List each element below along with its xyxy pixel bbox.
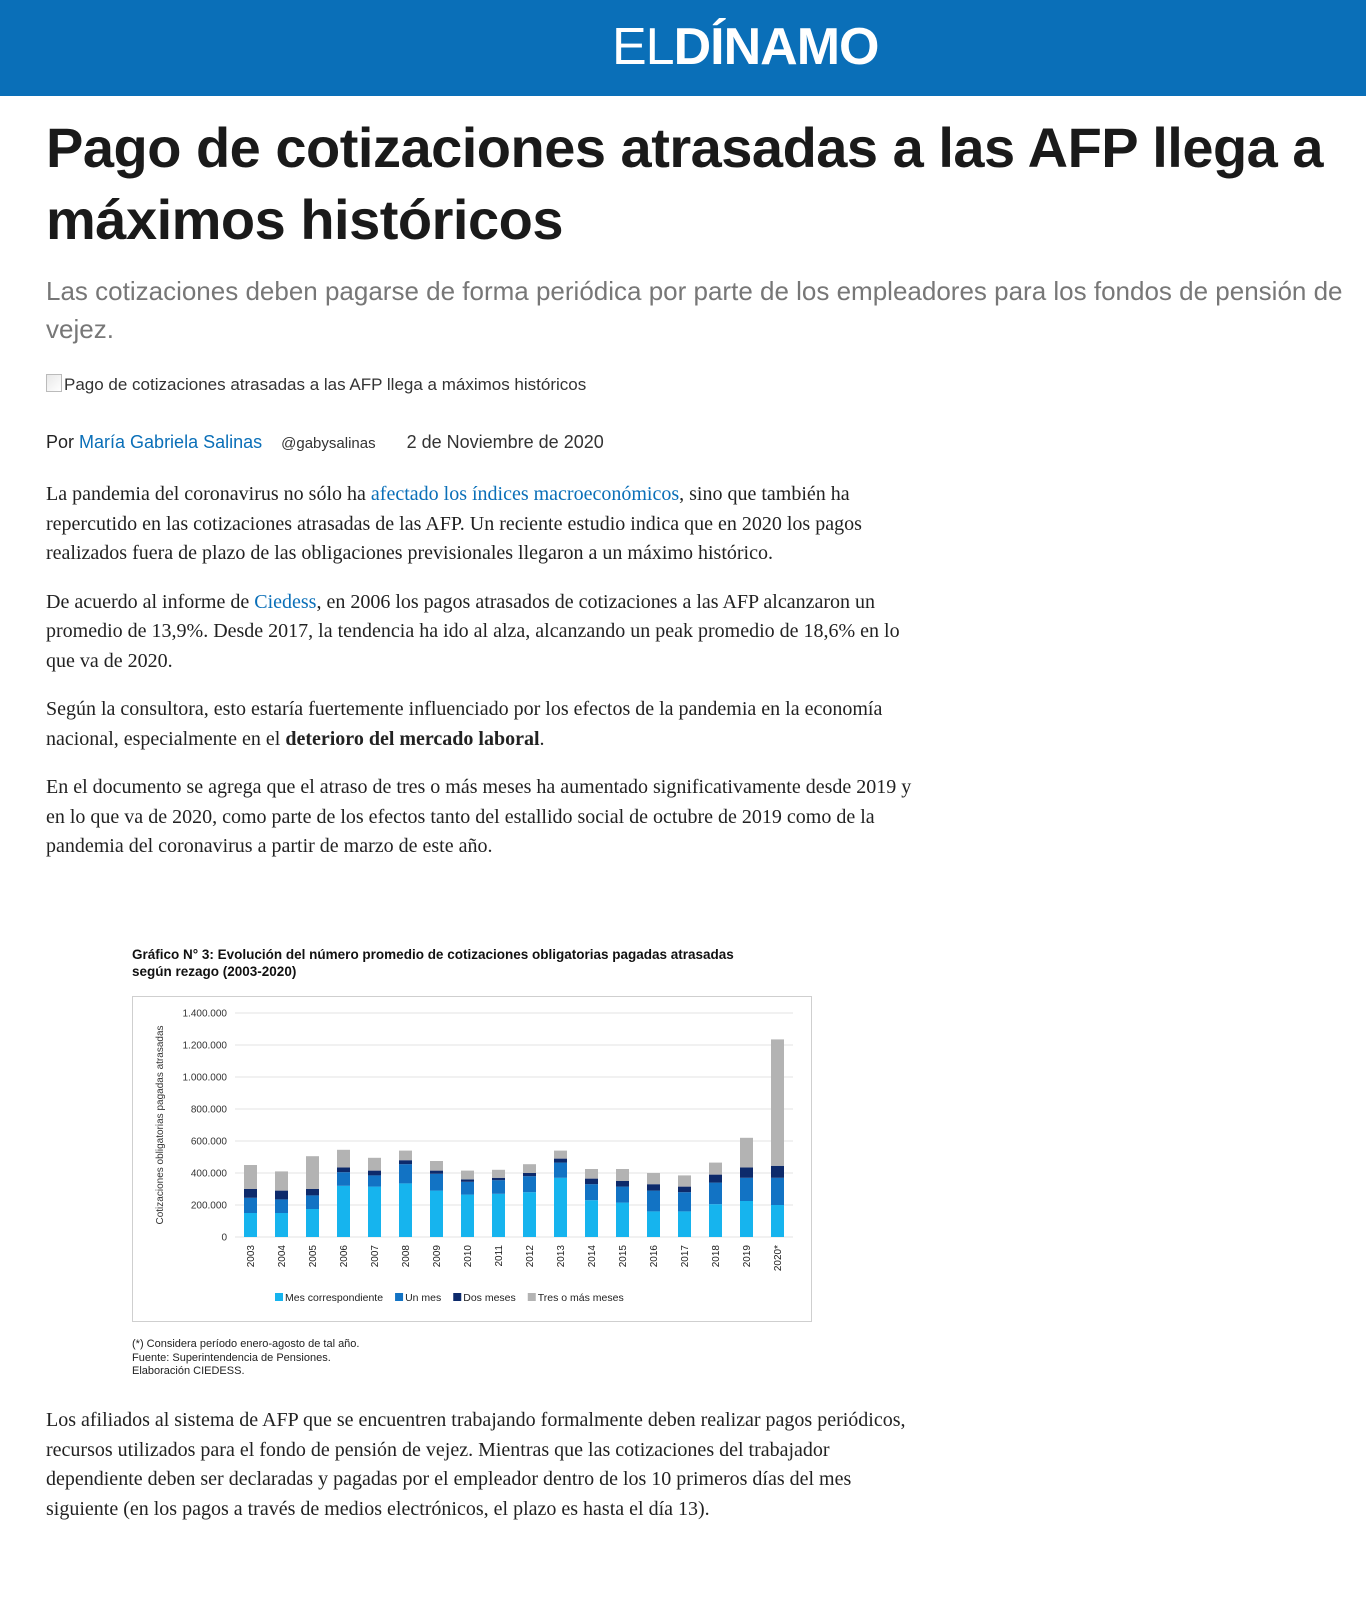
bar-segment	[740, 1201, 753, 1237]
article-figure	[130, 940, 830, 1390]
x-tick-label: 2012	[525, 1245, 536, 1268]
x-tick-label: 2019	[742, 1245, 753, 1268]
bar-segment	[678, 1211, 691, 1237]
y-tick-label: 200.000	[190, 1200, 227, 1212]
bar-segment	[430, 1174, 443, 1191]
bar-segment	[585, 1200, 598, 1237]
bar-segment	[368, 1187, 381, 1237]
bar-segment	[337, 1186, 350, 1237]
x-tick-label: 2006	[339, 1245, 350, 1268]
macro-indices-link[interactable]: afectado los índices macroeconómicos	[370, 483, 680, 505]
y-tick-label: 600.000	[190, 1136, 227, 1148]
bar-segment	[709, 1204, 722, 1237]
bar-segment	[275, 1171, 288, 1190]
bar-segment	[368, 1158, 381, 1171]
bar-segment	[771, 1039, 784, 1165]
bar-segment	[678, 1175, 691, 1186]
bar-segment	[337, 1150, 350, 1168]
bar-segment	[616, 1181, 629, 1187]
paragraph-1: La pandemia del coronavirus no sólo ha afectado los índices macroeconómicos, sino que también ha repercutido en las cotizaciones atrasadas de las AFP. Un reciente estudio indica que en 2020 los pagos realizados fuera de plazo de las obligaciones previsionales llegaron a un máximo histórico.	[46, 483, 862, 564]
bar-segment	[399, 1160, 412, 1164]
bar-segment	[616, 1169, 629, 1181]
paragraph-2: De acuerdo al informe de Ciedess, en 2006 los pagos atrasados de cotizaciones a las AFP alcanzaron un promedio de 13,9%. Desde 2017, la tendencia ha ido al alza, alcanzando un peak promedio de 18,6% en lo que va de 2020.	[46, 590, 900, 672]
bar-segment	[771, 1166, 784, 1178]
bar-segment	[275, 1213, 288, 1237]
bar-segment	[771, 1178, 784, 1205]
figure-note-author: Elaboración CIEDESS.	[132, 1365, 245, 1377]
figure-notes	[132, 1338, 359, 1379]
bar-segment	[430, 1191, 443, 1237]
y-tick-label: 800.000	[190, 1104, 227, 1116]
bar-segment	[554, 1151, 567, 1159]
x-tick-label: 2003	[246, 1245, 257, 1268]
bar-segment	[709, 1163, 722, 1175]
bar-segment	[554, 1163, 567, 1178]
bar-segment	[523, 1192, 536, 1237]
byline	[46, 432, 604, 453]
bar-segment	[492, 1178, 505, 1180]
bar-segment	[740, 1167, 753, 1177]
x-tick-label: 2009	[432, 1245, 443, 1268]
broken-image-icon	[46, 374, 62, 392]
x-tick-label: 2011	[494, 1245, 505, 1267]
x-tick-label: 2018	[711, 1245, 722, 1268]
bar-segment	[771, 1205, 784, 1237]
y-tick-label: 1.000.000	[182, 1072, 227, 1084]
bar-segment	[585, 1184, 598, 1200]
x-tick-label: 2013	[556, 1245, 567, 1268]
bar-segment	[616, 1187, 629, 1203]
bar-segment	[399, 1151, 412, 1161]
legend-swatch	[528, 1293, 536, 1301]
bar-segment	[337, 1172, 350, 1186]
bar-segment	[244, 1165, 257, 1189]
bar-segment	[275, 1199, 288, 1213]
bar-segment	[461, 1182, 474, 1195]
bar-segment	[399, 1164, 412, 1183]
x-tick-label: 2017	[680, 1245, 691, 1268]
bar-segment	[275, 1191, 288, 1200]
byline-prefix: Por	[46, 432, 75, 452]
bar-segment	[740, 1138, 753, 1168]
bar-segment	[678, 1187, 691, 1193]
article-subtitle: Las cotizaciones deben pagarse de forma periódica por parte de los empleadores para los fondos de pensión de vejez.	[46, 276, 1343, 344]
legend-label: Tres o más meses	[537, 1292, 624, 1304]
bar-segment	[647, 1184, 660, 1190]
bar-segment	[492, 1170, 505, 1178]
bar-segment	[430, 1161, 443, 1171]
bar-segment	[368, 1171, 381, 1176]
legend-label: Un mes	[405, 1292, 442, 1304]
bar-segment	[461, 1195, 474, 1237]
bar-segment	[368, 1175, 381, 1186]
bar-segment	[244, 1189, 257, 1198]
bar-segment	[647, 1211, 660, 1237]
bar-segment	[492, 1194, 505, 1237]
x-tick-label: 2004	[277, 1245, 288, 1268]
article-title: Pago de cotizaciones atrasadas a las AFP llega a máximos históricos	[46, 116, 1324, 251]
y-tick-label: 0	[221, 1232, 227, 1244]
x-tick-label: 2008	[401, 1245, 412, 1268]
bar-segment	[709, 1175, 722, 1183]
bar-segment	[306, 1156, 319, 1189]
y-axis-label: Cotizaciones obligatorias pagadas atrasadas	[155, 1025, 166, 1225]
legend-label: Dos meses	[463, 1292, 516, 1304]
author-link[interactable]: María Gabriela Salinas	[79, 432, 263, 452]
bar-segment	[492, 1180, 505, 1194]
figure-note-period: (*) Considera período enero-agosto de tal año.	[132, 1338, 360, 1350]
bar-segment	[554, 1178, 567, 1237]
bar-segment	[554, 1159, 567, 1163]
bar-segment	[306, 1189, 319, 1195]
x-tick-label: 2010	[463, 1245, 474, 1268]
legend-label: Mes correspondiente	[285, 1292, 384, 1304]
bar-segment	[461, 1179, 474, 1181]
x-tick-label: 2014	[587, 1245, 598, 1268]
bold-phrase: deterioro del mercado laboral	[285, 727, 540, 750]
bar-segment	[244, 1198, 257, 1213]
ciedess-link[interactable]: Ciedess	[254, 590, 317, 613]
bar-segment	[337, 1167, 350, 1172]
y-tick-label: 400.000	[190, 1168, 227, 1180]
bar-segment	[585, 1169, 598, 1179]
paragraph-5: Los afiliados al sistema de AFP que se encuentren trabajando formalmente deben realizar pagos periódicos, recursos utilizados para el fondo de pensión de vejez. Mientras que las cotizaciones del trabajador dependiente deben ser declaradas y pagadas por el empleador dentro de los 10 primeros días del mes siguiente (en los pagos a través de medios electrónicos, el plazo es hasta el día 13).	[46, 1409, 906, 1520]
bar-segment	[678, 1192, 691, 1211]
bar-segment	[616, 1203, 629, 1237]
x-tick-label: 2007	[370, 1245, 381, 1268]
figure-title: Gráfico N° 3: Evolución del número promedio de cotizaciones obligatorias pagadas atrasadas según rezago (2003-2020)	[132, 947, 734, 979]
x-tick-label: 2015	[618, 1245, 629, 1268]
x-tick-label: 2020*	[773, 1245, 784, 1272]
bar-segment	[244, 1213, 257, 1237]
legend-swatch	[453, 1293, 461, 1301]
bar-segment	[523, 1164, 536, 1173]
y-tick-label: 1.200.000	[182, 1040, 227, 1052]
legend-swatch	[275, 1293, 283, 1301]
bar-segment	[585, 1179, 598, 1185]
stacked-bar-chart	[133, 997, 811, 1321]
x-tick-label: 2005	[308, 1245, 319, 1268]
figure-note-source: Fuente: Superintendencia de Pensiones.	[132, 1351, 331, 1364]
article-hero-image	[46, 374, 586, 395]
y-tick-label: 1.400.000	[182, 1008, 227, 1020]
bar-segment	[740, 1178, 753, 1201]
bar-segment	[399, 1183, 412, 1237]
chart-frame	[132, 996, 812, 1322]
bar-segment	[647, 1191, 660, 1212]
bar-segment	[647, 1173, 660, 1184]
legend-swatch	[395, 1293, 403, 1301]
paragraph-3: Según la consultora, esto estaría fuertemente influenciado por los efectos de la pandemia en la economía nacional, especialmente en el deterioro del mercado laboral.	[46, 698, 883, 750]
paragraph-4: En el documento se agrega que el atraso de tres o más meses ha aumentado significativamente desde 2019 y en lo que va de 2020, como parte de los efectos tanto del estallido social de octubre de 2019 como de la pandemia del coronavirus a partir de marzo de este año.	[46, 776, 912, 857]
bar-segment	[461, 1171, 474, 1180]
bar-segment	[306, 1195, 319, 1209]
bar-segment	[523, 1173, 536, 1176]
publish-date: 2 de Noviembre de 2020	[406, 432, 604, 452]
site-logo[interactable]: ELDÍNAMO	[612, 18, 879, 76]
article-body	[46, 480, 916, 881]
bar-segment	[523, 1176, 536, 1192]
bar-segment	[306, 1209, 319, 1237]
image-alt-text: Pago de cotizaciones atrasadas a las AFP llega a máximos históricos	[64, 375, 587, 394]
x-tick-label: 2016	[649, 1245, 660, 1268]
bar-segment	[430, 1171, 443, 1174]
bar-segment	[709, 1183, 722, 1205]
author-handle: @gabysalinas	[281, 435, 376, 452]
site-header	[0, 0, 1366, 96]
